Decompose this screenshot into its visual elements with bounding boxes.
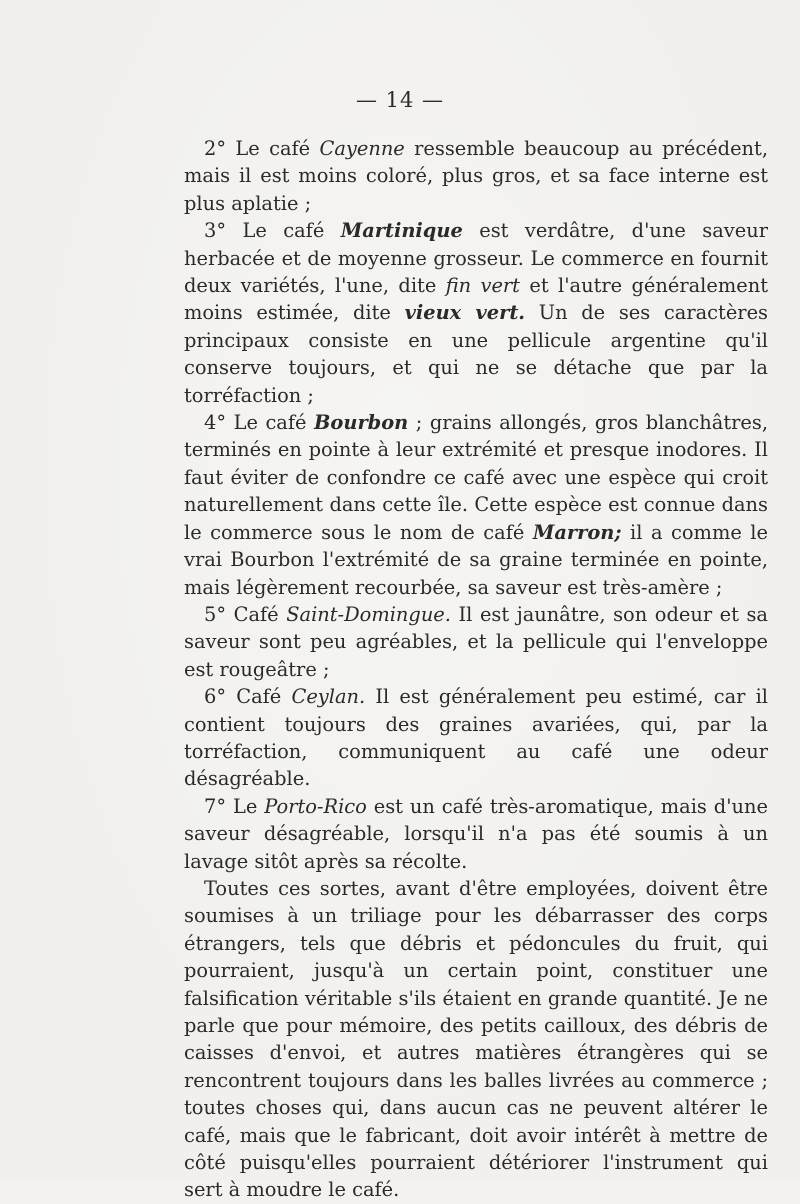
paragraph-text: Café [226, 685, 292, 709]
paragraph-text: et l'autre généralement moins estimée, dite [184, 274, 768, 325]
paragraph-porto-rico [184, 793, 768, 875]
body-text [184, 135, 768, 1204]
item-number: 7° [204, 794, 227, 818]
coffee-name: Cayenne [319, 137, 405, 160]
paragraph-text: Le café [226, 219, 341, 243]
paragraph-text: Il est jaunâtre, son odeur et sa saveur sont peu agréables, et la pellicule qui l'enveloppe est rougeâtre ; [184, 602, 768, 681]
coffee-name: Bourbon [314, 411, 409, 435]
paragraph-saint-domingue [184, 601, 768, 683]
coffee-name: Saint-Domingue. [286, 602, 451, 626]
paragraph-text: ; grains allongés, gros blanchâtres, terminés en pointe à leur extrémité et presque inodores. Il faut éviter de confondre ce café avec une espèce qui croit naturellement dans cette île. Cette espèce est connue dans le commerce sous le nom de café [184, 411, 768, 544]
variety-name: fin vert [445, 274, 520, 298]
item-number: 5° [204, 602, 227, 626]
page-number: — 14 — [355, 88, 445, 112]
paragraph-cayenne [184, 135, 768, 217]
coffee-name: Martinique [340, 219, 463, 243]
item-number: 2° [204, 137, 227, 160]
item-number: 4° [204, 411, 227, 435]
paragraph-text: Café [226, 602, 287, 626]
variety-name: Marron; [532, 520, 622, 544]
item-number: 6° [204, 685, 227, 709]
paragraph-ceylan [184, 683, 768, 793]
item-number: 3° [204, 219, 227, 243]
paragraph-sorting: Toutes ces sortes, avant d'être employées, doivent être soumises à un triliage pour les débarrasser des corps étrangers, tels que débris et pédoncules du fruit, qui pourraient, jusqu'à un certain point, constituer une falsification véritable s'ils étaient en grande quantité. Je ne parle que pour mémoire, des petits cailloux, des débris de caisses d'envoi, et autres matières étrangères qui se rencontrent toujours dans les balles livrées au commerce ; toutes choses qui, dans aucun cas ne peuvent altérer le café, mais que le fabricant, doit avoir intérêt à mettre de côté puisqu'elles pourraient détériorer l'instrument qui sert à moudre le café. [184, 876, 768, 1202]
paragraph-text: est verdâtre, d'une saveur herbacée et de moyenne grosseur. Le commerce en fournit deux variétés, l'une, dite [184, 219, 768, 298]
paragraph-text: Le [226, 794, 265, 818]
paragraph-text: ressemble beaucoup au précédent, mais il est moins coloré, plus gros, et sa face interne est plus aplatie ; [184, 137, 768, 215]
variety-name: vieux vert. [404, 301, 526, 325]
paragraph-text: est un café très-aromatique, mais d'une saveur désagréable, lorsqu'il n'a pas été soumis à un lavage sitôt après sa récolte. [184, 794, 768, 873]
paragraph-text: Le café [226, 411, 315, 435]
coffee-name: Porto-Rico [264, 794, 367, 818]
paragraph-bourbon [184, 409, 768, 601]
paragraph-text: Le café [226, 137, 320, 160]
paragraph-text: Un de ses caractères principaux consiste en une pellicule argentine qu'il conserve toujours, et qui ne se détache que par la torréfaction ; [184, 301, 768, 407]
paragraph-martinique [184, 217, 768, 409]
paragraph-text: il a comme le vrai Bourbon l'extrémité de sa graine terminée en pointe, mais légèrement recourbée, sa saveur est très-amère ; [184, 520, 768, 599]
paragraph-text: Il est généralement peu estimé, car il contient toujours des graines avariées, qui, par la torréfaction, communiquent au café une odeur désagréable. [184, 685, 768, 791]
coffee-name: Ceylan. [291, 685, 366, 709]
